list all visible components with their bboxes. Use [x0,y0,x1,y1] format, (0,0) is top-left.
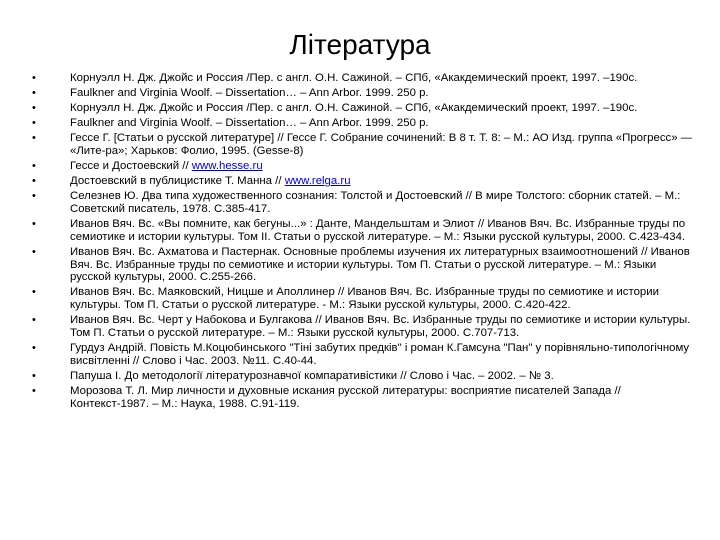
reference-text: Иванов Вяч. Вс. Ахматова и Пастернак. Основные проблемы изучения их литературных взаимоотношений // Иванов Вяч. Вс. Избранные труды по семиотике и истории культуры. Том П. Статьи о русской литературе. – М.: Языки русской культуры, 2000. С.255-266. [70,245,690,284]
reference-item [32,385,700,410]
reference-item [32,117,700,130]
reference-item [32,132,700,157]
reference-text: Иванов Вяч. Вс. Черт у Набокова и Булгакова // Иванов Вяч. Вс. Избранные труды по семиотике и истории культуры. Том П. Статьи о русской литературе. – М.: Языки русской культуры, 2000. С.707-713. [70,314,691,339]
reference-item [32,314,700,339]
reference-text: Морозова Т. Л. Мир личности и духовные искания русской литературы: восприятие писателей Запада // Контекст-1987. – М.: Наука, 1988. С.91-119. [70,384,621,410]
reference-text: Достоевский в публицистике Т. Манна // [70,175,285,188]
reference-text: Корнуэлл Н. Дж. Джойс и Россия /Пер. с англ. О.Н. Сажиной. – СПб, «Акакдемический проект, 1997. –190с. [70,72,638,84]
bullet-icon: • [32,175,36,188]
bullet-icon: • [32,190,36,203]
reference-text: Селезнев Ю. Два типа художественного сознания: Толстой и Достоевский // В мире Толстого: сборник статей. – М.: Советский писатель, 1978. С.385-417. [70,190,681,216]
reference-text: Гессе и Достоевский // [70,160,192,173]
reference-item [32,175,700,188]
reference-link[interactable]: www.relga.ru [284,175,351,188]
bullet-icon: • [32,342,36,355]
reference-item [32,286,700,311]
reference-item [32,190,700,215]
reference-item [32,160,700,173]
reference-link[interactable]: www.hesse.ru [191,160,263,173]
bullet-icon: • [32,132,36,145]
bullet-icon: • [32,72,36,84]
reference-item [32,342,700,367]
slide-title: Література [289,29,431,60]
reference-text: Иванов Вяч. Вс. «Вы помните, как бегуны...» : Данте, Мандельштам и Элиот // Иванов Вяч. Вс. Избранные труды по семиотике и истории культуры. Том II. Статьи о русской литературе. – М.: Языки русской культуры, 2000. С.423-434. [70,218,686,243]
bullet-icon: • [32,102,36,115]
bullet-icon: • [32,218,36,231]
bullet-icon: • [32,286,36,299]
reference-item [32,102,700,115]
reference-item [32,370,700,383]
bullet-icon: • [32,87,36,100]
bullet-icon: • [32,160,36,173]
reference-item [32,246,700,284]
reference-item [32,87,700,100]
reference-text: Faulkner and Virginia Woolf. – Dissertation… – Ann Arbor. 1999. 250 p. [70,117,429,130]
bullet-icon: • [32,117,36,130]
reference-item [32,218,700,243]
reference-text: Иванов Вяч. Вс. Маяковский, Ницше и Аполлинер // Иванов Вяч. Вс. Избранные труды по семиотике и истории культуры. Том П. Статьи о русской литературе. - М.: Языки русской культуры, 2000. С.420-422. [70,286,659,312]
reference-text: Корнуэлл Н. Дж. Джойс и Россия /Пер. с англ. О.Н. Сажиной. – СПб, «Акакдемический проект, 1997. –190с. [70,102,638,115]
reference-text: Папуша І. До методології літературознавчої компаративістики // Слово і Час. – 2002. – № 3. [70,369,554,382]
bullet-icon: • [32,245,36,258]
reference-text: Гурдуз Андрій. Повість М.Коцюбинського "Тіні забутих предків" і роман К.Гамсуна "Пан" у порівняльно-типологічному висвітленні // Слово і Час. 2003. №11. С.40-44. [70,342,690,367]
reference-text: Faulkner and Virginia Woolf. – Dissertation… – Ann Arbor. 1999. 250 p. [70,87,429,100]
bullet-icon: • [32,314,36,327]
bullet-icon: • [32,384,36,397]
reference-list [32,72,700,413]
reference-item [32,72,700,85]
reference-text: Гессе Г. [Статьи о русской литературе] // Гессе Г. Собрание сочинений: В 8 т. Т. 8: – М.: АО Изд. группа «Прогресс» — «Лите-ра»; Харьков: Фолио, 1995. (Gesse-8) [70,132,693,158]
bullet-icon: • [32,369,36,382]
